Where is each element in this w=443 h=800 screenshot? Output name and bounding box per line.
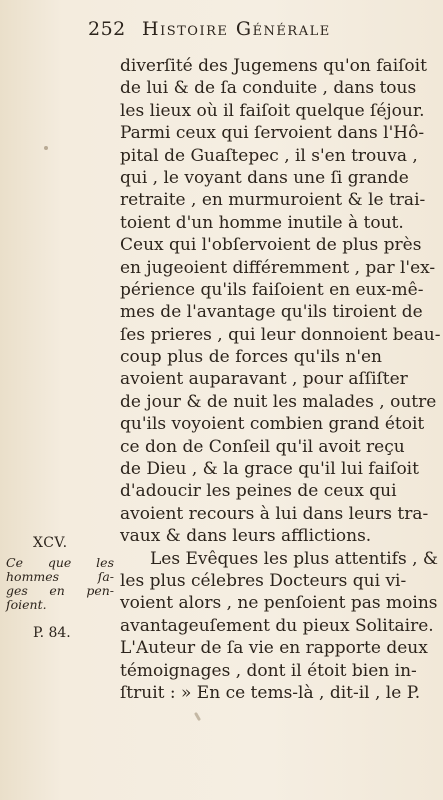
text-line: avantageuſement du pieux Solitaire. xyxy=(120,615,434,636)
page-header xyxy=(88,18,388,42)
margin-note-line: hommes ſa- xyxy=(6,569,114,584)
text-line: diverſité des Jugemens qu'on faiſoit xyxy=(120,56,427,76)
text-line: périence qu'ils faiſoient en eux-mê- xyxy=(120,279,424,300)
running-title: Histoire Générale xyxy=(142,18,331,40)
text-line: avoient auparavant , pour aſſiſter xyxy=(120,369,408,390)
paper-speck xyxy=(44,146,48,150)
text-line: Parmi ceux qui ſervoient dans l'Hô- xyxy=(120,123,425,144)
text-line: L'Auteur de ſa vie en rapporte deux xyxy=(120,638,428,659)
text-line: voient alors , ne penſoient pas moins xyxy=(120,593,438,614)
margin-section-number: XCV. xyxy=(33,535,68,551)
text-line: qui , le voyant dans une ſi grande xyxy=(120,167,409,188)
text-line: de lui & de ſa conduite , dans tous xyxy=(120,78,417,99)
text-line: ce don de Conſeil qu'il avoit reçu xyxy=(120,436,405,457)
margin-note-line: ges en pen- xyxy=(6,583,114,598)
main-text xyxy=(120,55,441,704)
text-line: retraite , en murmuroient & le trai- xyxy=(120,190,426,211)
text-line: de jour & de nuit les malades , outre xyxy=(120,391,437,412)
page-number: 252 xyxy=(88,18,126,40)
text-line: qu'ils voyoient combien grand étoit xyxy=(120,414,425,435)
text-line: de Dieu , & la grace qu'il lui faiſoit xyxy=(120,459,419,480)
text-line: avoient recours à lui dans leurs tra- xyxy=(120,503,429,524)
text-line: pital de Guaſtepec , il s'en trouva , xyxy=(120,145,418,166)
margin-page-reference: P. 84. xyxy=(33,625,71,641)
text-line: témoignages , dont il étoit bien in- xyxy=(120,660,417,681)
text-line: toient d'un homme inutile à tout. xyxy=(120,212,404,233)
margin-note-line: Ce que les xyxy=(6,555,114,570)
text-line: mes de l'avantage qu'ils tiroient de xyxy=(120,302,423,323)
text-line: en jugeoient différemment , par l'ex- xyxy=(120,257,436,278)
text-line: Les Evêques les plus attentifs , & xyxy=(150,548,439,569)
text-line: coup plus de forces qu'ils n'en xyxy=(120,347,382,368)
margin-note-line: ſoient. xyxy=(6,597,47,612)
text-line: d'adoucir les peines de ceux qui xyxy=(120,481,397,502)
text-line: les lieux où il faiſoit quelque ſéjour. xyxy=(120,100,425,121)
text-line: ſes prieres , qui leur donnoient beau- xyxy=(120,324,441,345)
text-line: les plus célebres Docteurs qui vi- xyxy=(120,570,407,591)
text-line: vaux & dans leurs afflictions. xyxy=(120,526,372,547)
margin-note xyxy=(6,556,114,612)
text-line: Ceux qui l'obſervoient de plus près xyxy=(120,235,422,256)
paper-speck xyxy=(194,712,201,721)
text-line: ſtruit : » En ce tems-là , dit-il , le P. xyxy=(120,682,421,703)
